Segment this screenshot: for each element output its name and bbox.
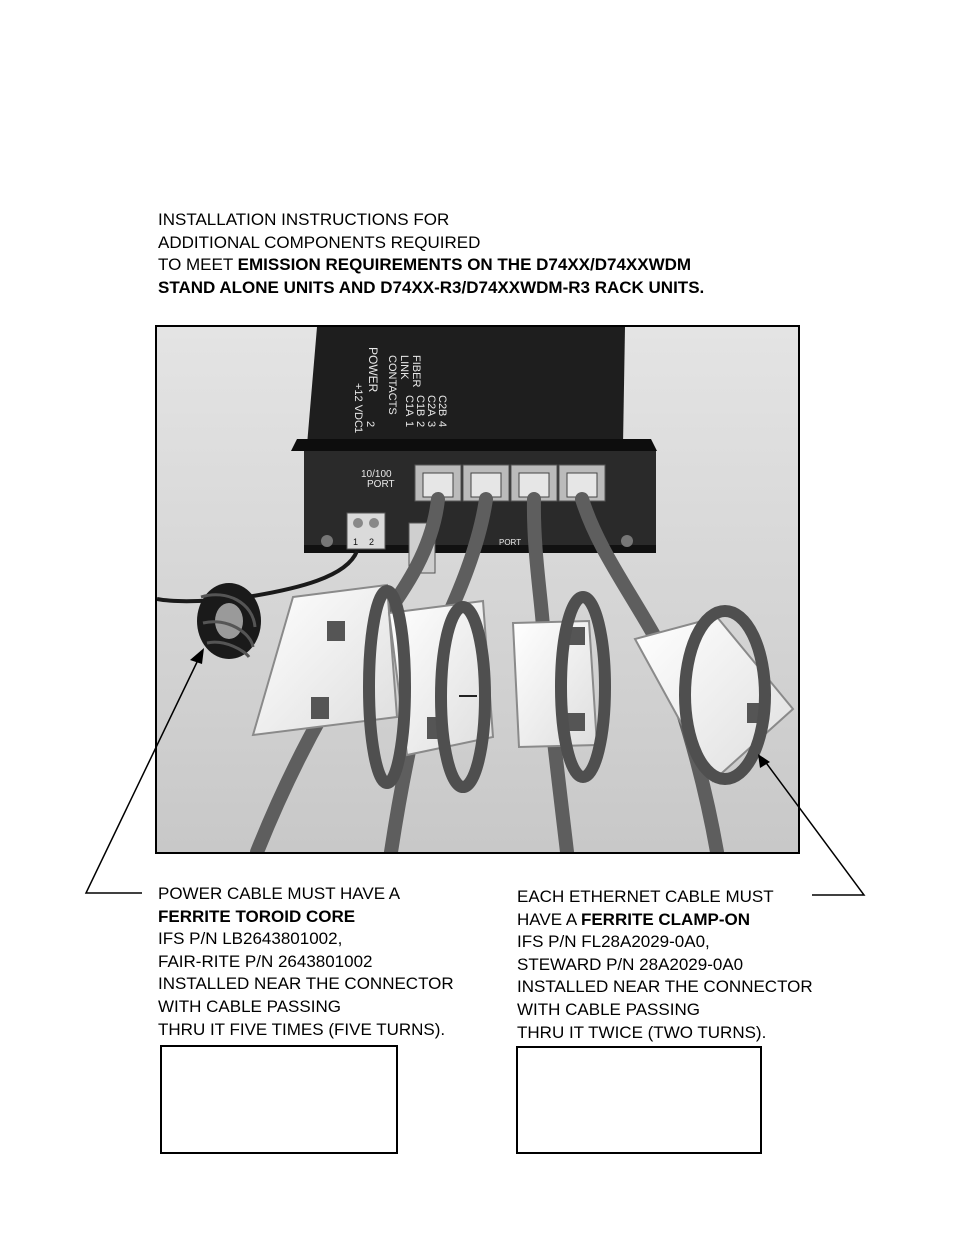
right-note-line-3: IFS P/N FL28A2029-0A0, [517,932,710,952]
right-note-line-2-prefix: HAVE A [517,909,581,929]
left-note-line-2 [158,906,454,929]
device-enclosure [291,327,657,553]
label-pw1: 1 [352,427,364,434]
label-1: 1 [403,421,415,428]
title-line-3 [158,254,704,277]
left-note-line-3: IFS P/N LB2643801002, [158,929,343,949]
right-note-line-5: INSTALLED NEAR THE CONNECTOR [517,977,813,997]
device-photo [155,325,800,854]
label-c2b: C2B [436,395,448,417]
left-note-line-5: INSTALLED NEAR THE CONNECTOR [158,974,454,994]
left-note-line-1: POWER CABLE MUST HAVE A [158,884,401,903]
label-port-small: PORT [499,538,522,547]
label-12vdc: +12 VDC [352,383,364,428]
label-2: 2 [414,421,426,428]
left-note-line-4: FAIR-RITE P/N 2643801002 [158,951,373,971]
label-pw2: 2 [364,421,376,428]
label-power: POWER [366,347,380,393]
left-empty-box [160,1045,398,1154]
ethernet-cable-note [517,886,813,1044]
label-contacts: CONTACTS [386,355,398,415]
label-c1a: C1A [403,395,415,417]
left-note-line-7: THRU IT FIVE TIMES (FIVE TURNS). [158,1019,446,1039]
right-note-line-6: WITH CABLE PASSING [517,999,700,1019]
title-line-3-bold: EMISSION REQUIREMENTS ON THE D74XX/D74XXWDM [237,255,692,274]
right-note-line-4: STEWARD P/N 28A2029-0A0 [517,954,744,974]
label-c1b: C1B [414,395,426,417]
label-port-line1: 10/100 [361,469,392,480]
label-link: LINK [398,355,410,380]
title-line-2: ADDITIONAL COMPONENTS REQUIRED [158,232,481,252]
label-term-2: 2 [369,537,375,547]
ferrite-toroid [197,583,261,659]
left-note-line-6: WITH CABLE PASSING [158,996,341,1016]
instructions-title [158,209,704,299]
right-empty-box [516,1046,762,1154]
label-port-line2: PORT [367,479,395,490]
label-c2a: C2A [425,395,437,417]
right-note-line-2-bold: FERRITE CLAMP-ON [580,909,750,929]
label-fiber: FIBER [410,355,422,388]
title-line-4 [158,277,704,300]
power-cable-note [158,883,454,1041]
title-line-4-bold: STAND ALONE UNITS AND D74XX-R3/D74XXWDM-R3 RACK UNITS. [158,277,705,297]
label-term-1: 1 [353,537,359,547]
right-note-line-1: EACH ETHERNET CABLE MUST [517,887,774,906]
left-note-line-2-bold: FERRITE TOROID CORE [158,906,356,926]
title-line-1: INSTALLATION INSTRUCTIONS FOR [158,210,450,229]
right-note-line-2 [517,909,813,932]
right-note-line-7: THRU IT TWICE (TWO TURNS). [517,1022,767,1042]
device-photo-illustration [157,327,798,852]
title-line-3-prefix: TO MEET [158,255,238,274]
label-3: 3 [425,421,437,428]
label-4: 4 [436,421,448,428]
